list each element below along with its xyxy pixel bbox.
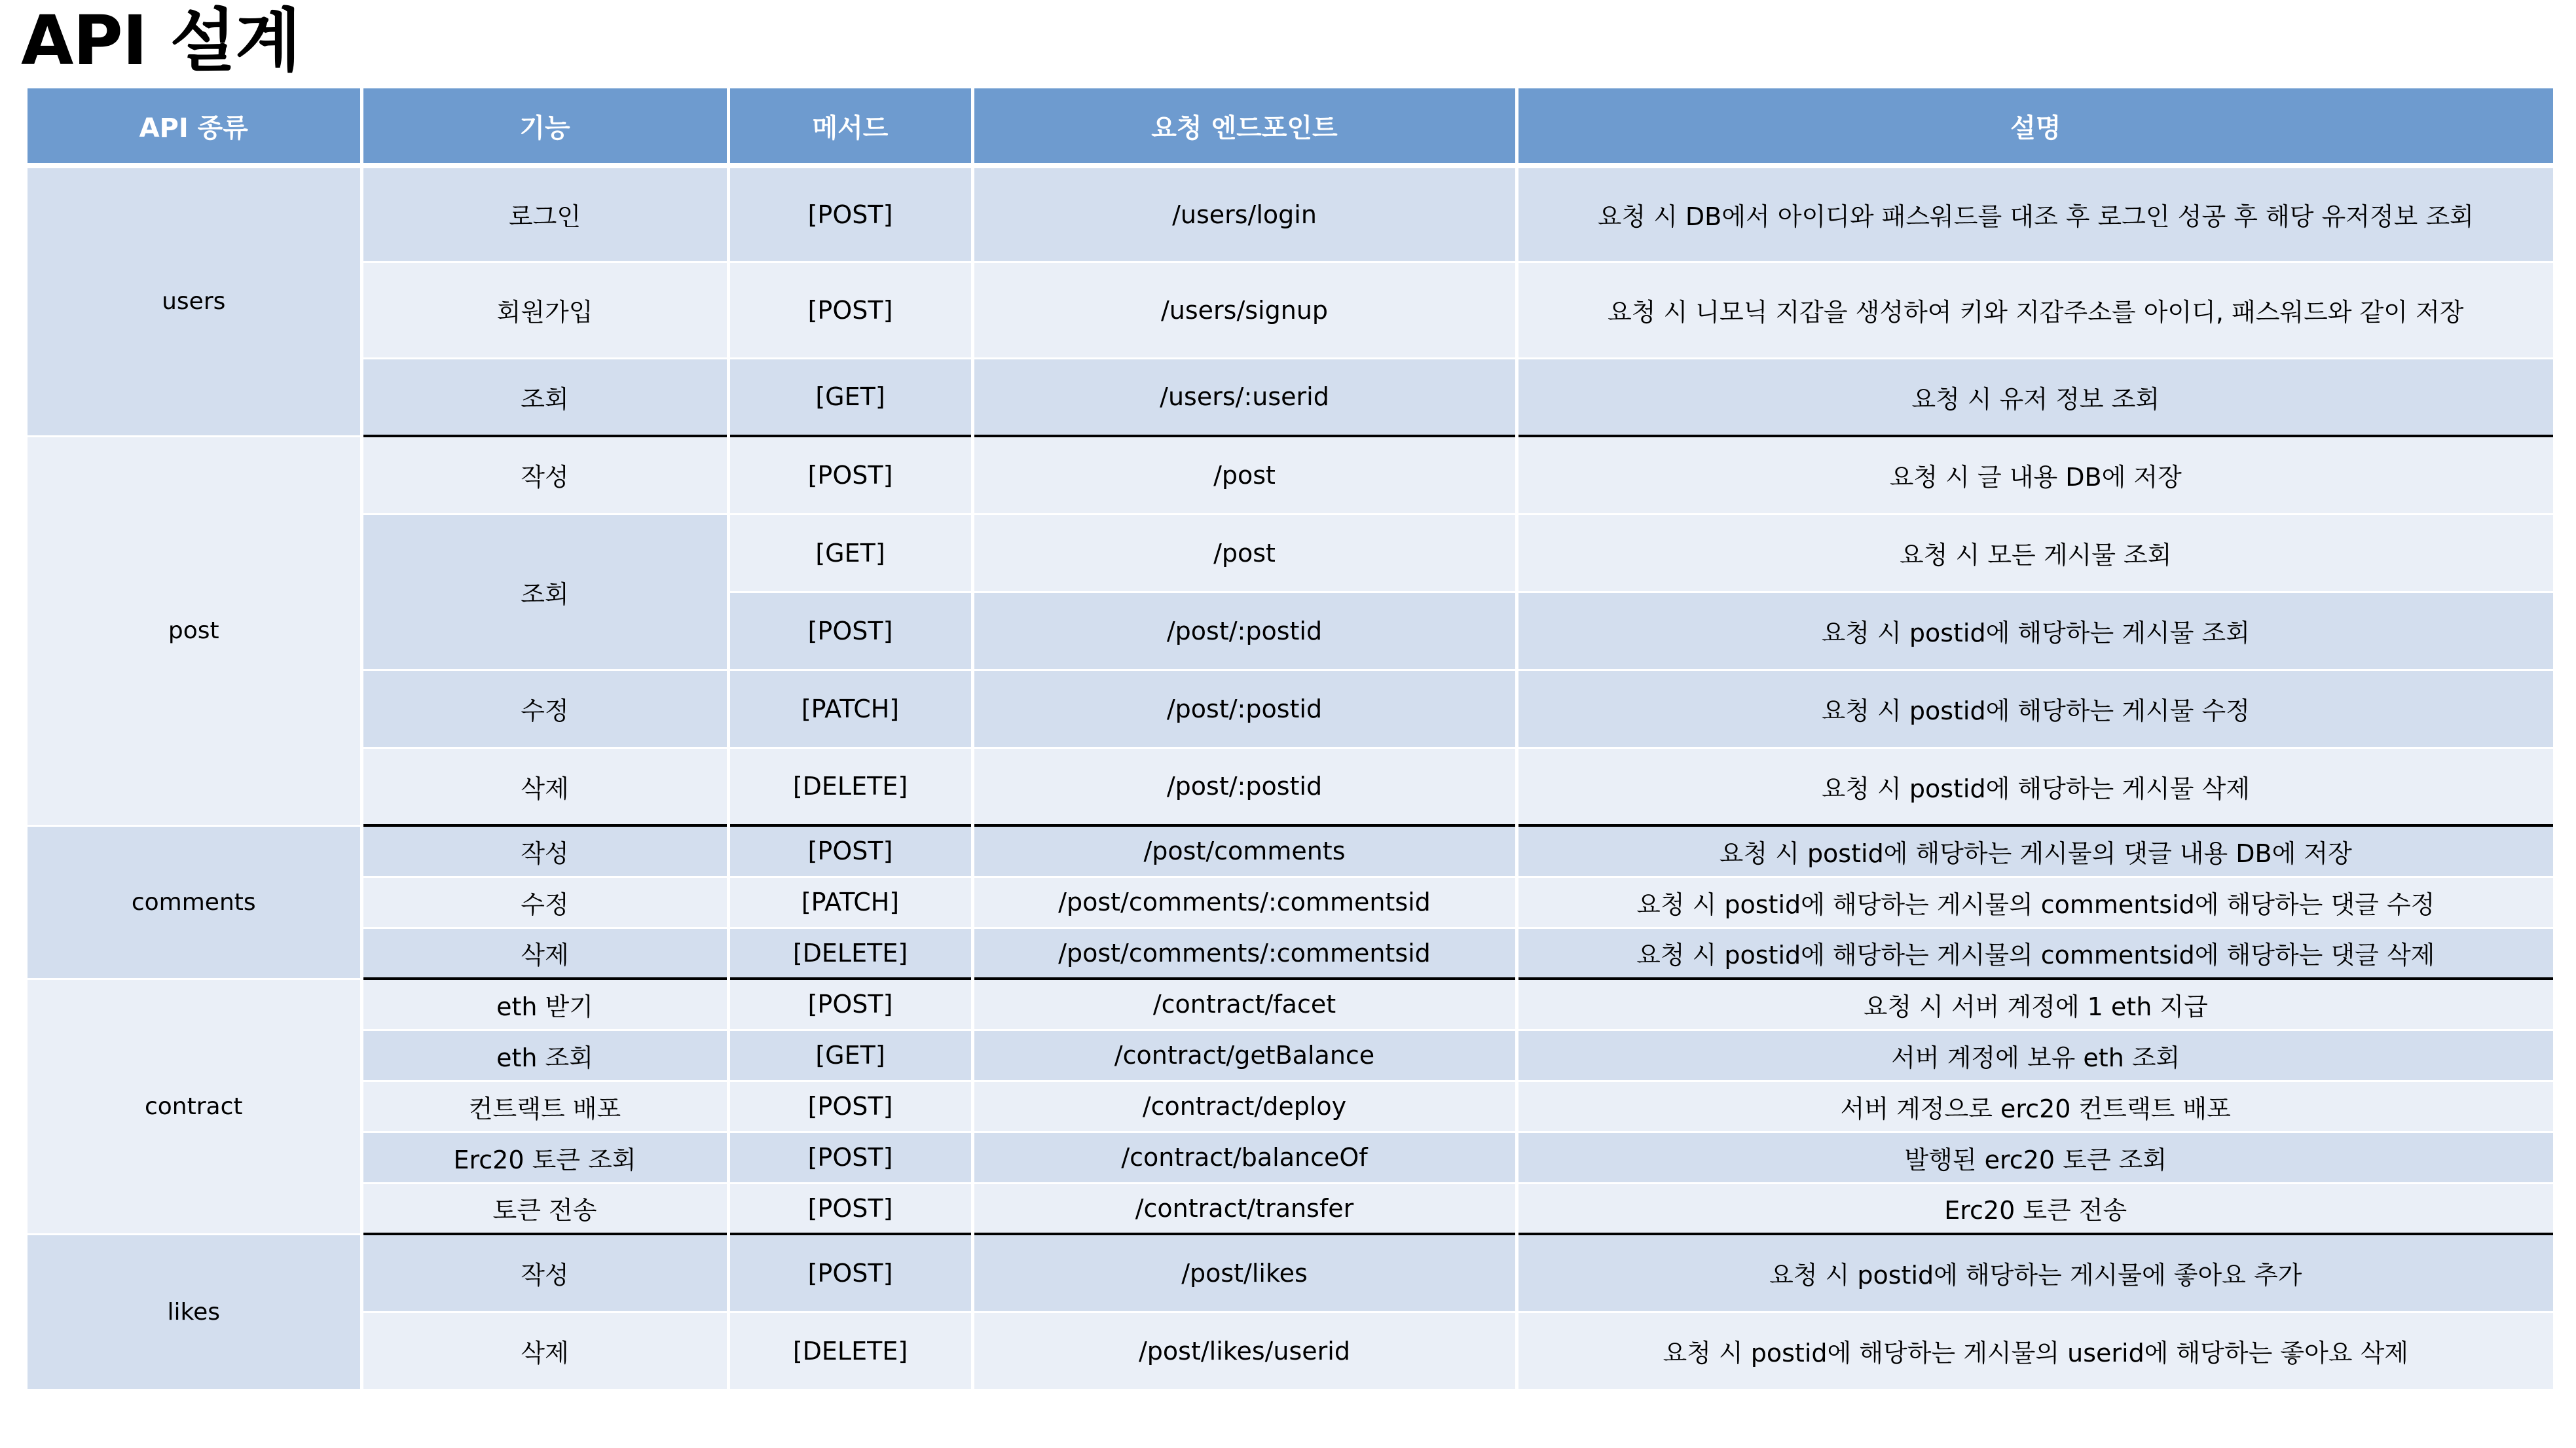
feature-cell: eth 받기 (361, 979, 728, 1030)
endpoint-cell: /post/:postid (972, 748, 1517, 825)
table-row (28, 877, 2553, 928)
feature-cell: 삭제 (361, 1312, 728, 1390)
table-row (28, 436, 2553, 514)
group-users: users (28, 166, 361, 436)
method-cell: [POST] (728, 825, 972, 877)
description-cell: 요청 시 글 내용 DB에 저장 (1517, 436, 2553, 514)
endpoint-cell: /post/comments/:commentsid (972, 877, 1517, 928)
description-cell: 요청 시 서버 계정에 1 eth 지급 (1517, 979, 2553, 1030)
feature-cell: 토큰 전송 (361, 1183, 728, 1234)
header-endpoint: 요청 엔드포인트 (972, 88, 1517, 166)
description-cell: 요청 시 유저 정보 조회 (1517, 358, 2553, 436)
feature-cell: 로그인 (361, 166, 728, 262)
description-cell: 요청 시 DB에서 아이디와 패스워드를 대조 후 로그인 성공 후 해당 유저정보 조회 (1517, 166, 2553, 262)
description-cell: 요청 시 모든 게시물 조회 (1517, 514, 2553, 592)
header-method: 메서드 (728, 88, 972, 166)
endpoint-cell: /contract/deploy (972, 1081, 1517, 1132)
table-row (28, 358, 2553, 436)
feature-cell: 조회 (361, 514, 728, 670)
group-contract: contract (28, 979, 361, 1234)
endpoint-cell: /post (972, 436, 1517, 514)
description-cell: 서버 계정에 보유 eth 조회 (1517, 1030, 2553, 1081)
table-header-row (28, 88, 2553, 166)
feature-cell: 컨트랙트 배포 (361, 1081, 728, 1132)
endpoint-cell: /contract/facet (972, 979, 1517, 1030)
description-cell: 서버 계정으로 erc20 컨트랙트 배포 (1517, 1081, 2553, 1132)
table-row (28, 670, 2553, 748)
table-row (28, 825, 2553, 877)
table-row (28, 1183, 2553, 1234)
description-cell: 요청 시 postid에 해당하는 게시물에 좋아요 추가 (1517, 1234, 2553, 1312)
method-cell: [POST] (728, 166, 972, 262)
table-row (28, 1030, 2553, 1081)
method-cell: [POST] (728, 592, 972, 670)
feature-cell: Erc20 토큰 조회 (361, 1132, 728, 1183)
table-row (28, 748, 2553, 825)
endpoint-cell: /post (972, 514, 1517, 592)
description-cell: 요청 시 postid에 해당하는 게시물의 commentsid에 해당하는 댓글 삭제 (1517, 928, 2553, 979)
table-row (28, 979, 2553, 1030)
table-row (28, 1132, 2553, 1183)
method-cell: [POST] (728, 436, 972, 514)
method-cell: [POST] (728, 1183, 972, 1234)
description-cell: 요청 시 postid에 해당하는 게시물 조회 (1517, 592, 2553, 670)
description-cell: 요청 시 postid에 해당하는 게시물 삭제 (1517, 748, 2553, 825)
group-comments: comments (28, 825, 361, 979)
method-cell: [POST] (728, 262, 972, 358)
method-cell: [GET] (728, 1030, 972, 1081)
feature-cell: 수정 (361, 670, 728, 748)
feature-cell: eth 조회 (361, 1030, 728, 1081)
endpoint-cell: /contract/getBalance (972, 1030, 1517, 1081)
feature-cell: 회원가입 (361, 262, 728, 358)
table-row (28, 1081, 2553, 1132)
group-post: post (28, 436, 361, 825)
feature-cell: 작성 (361, 825, 728, 877)
description-cell: 요청 시 postid에 해당하는 게시물 수정 (1517, 670, 2553, 748)
api-design-table (28, 88, 2553, 1391)
group-likes: likes (28, 1234, 361, 1390)
table-row (28, 262, 2553, 358)
description-cell: 요청 시 postid에 해당하는 게시물의 댓글 내용 DB에 저장 (1517, 825, 2553, 877)
feature-cell: 삭제 (361, 928, 728, 979)
method-cell: [DELETE] (728, 928, 972, 979)
method-cell: [DELETE] (728, 748, 972, 825)
table-row (28, 514, 2553, 592)
endpoint-cell: /post/:postid (972, 670, 1517, 748)
table-row (28, 1234, 2553, 1312)
endpoint-cell: /users/signup (972, 262, 1517, 358)
endpoint-cell: /post/comments (972, 825, 1517, 877)
feature-cell: 조회 (361, 358, 728, 436)
method-cell: [POST] (728, 1234, 972, 1312)
header-feature: 기능 (361, 88, 728, 166)
endpoint-cell: /users/:userid (972, 358, 1517, 436)
endpoint-cell: /post/likes/userid (972, 1312, 1517, 1390)
table-row (28, 166, 2553, 262)
description-cell: 요청 시 니모닉 지갑을 생성하여 키와 지갑주소를 아이디, 패스워드와 같이 저장 (1517, 262, 2553, 358)
method-cell: [POST] (728, 1081, 972, 1132)
endpoint-cell: /post/:postid (972, 592, 1517, 670)
feature-cell: 수정 (361, 877, 728, 928)
description-cell: Erc20 토큰 전송 (1517, 1183, 2553, 1234)
method-cell: [GET] (728, 514, 972, 592)
method-cell: [POST] (728, 1132, 972, 1183)
method-cell: [GET] (728, 358, 972, 436)
header-api-type: API 종류 (28, 88, 361, 166)
endpoint-cell: /post/comments/:commentsid (972, 928, 1517, 979)
page-title: API 설계 (21, 1, 301, 81)
feature-cell: 작성 (361, 1234, 728, 1312)
description-cell: 요청 시 postid에 해당하는 게시물의 commentsid에 해당하는 댓글 수정 (1517, 877, 2553, 928)
feature-cell: 작성 (361, 436, 728, 514)
method-cell: [DELETE] (728, 1312, 972, 1390)
endpoint-cell: /contract/balanceOf (972, 1132, 1517, 1183)
header-description: 설명 (1517, 88, 2553, 166)
method-cell: [POST] (728, 979, 972, 1030)
endpoint-cell: /users/login (972, 166, 1517, 262)
method-cell: [PATCH] (728, 670, 972, 748)
description-cell: 요청 시 postid에 해당하는 게시물의 userid에 해당하는 좋아요 삭제 (1517, 1312, 2553, 1390)
endpoint-cell: /contract/transfer (972, 1183, 1517, 1234)
table-row (28, 1312, 2553, 1390)
endpoint-cell: /post/likes (972, 1234, 1517, 1312)
table-row (28, 928, 2553, 979)
feature-cell: 삭제 (361, 748, 728, 825)
method-cell: [PATCH] (728, 877, 972, 928)
description-cell: 발행된 erc20 토큰 조회 (1517, 1132, 2553, 1183)
